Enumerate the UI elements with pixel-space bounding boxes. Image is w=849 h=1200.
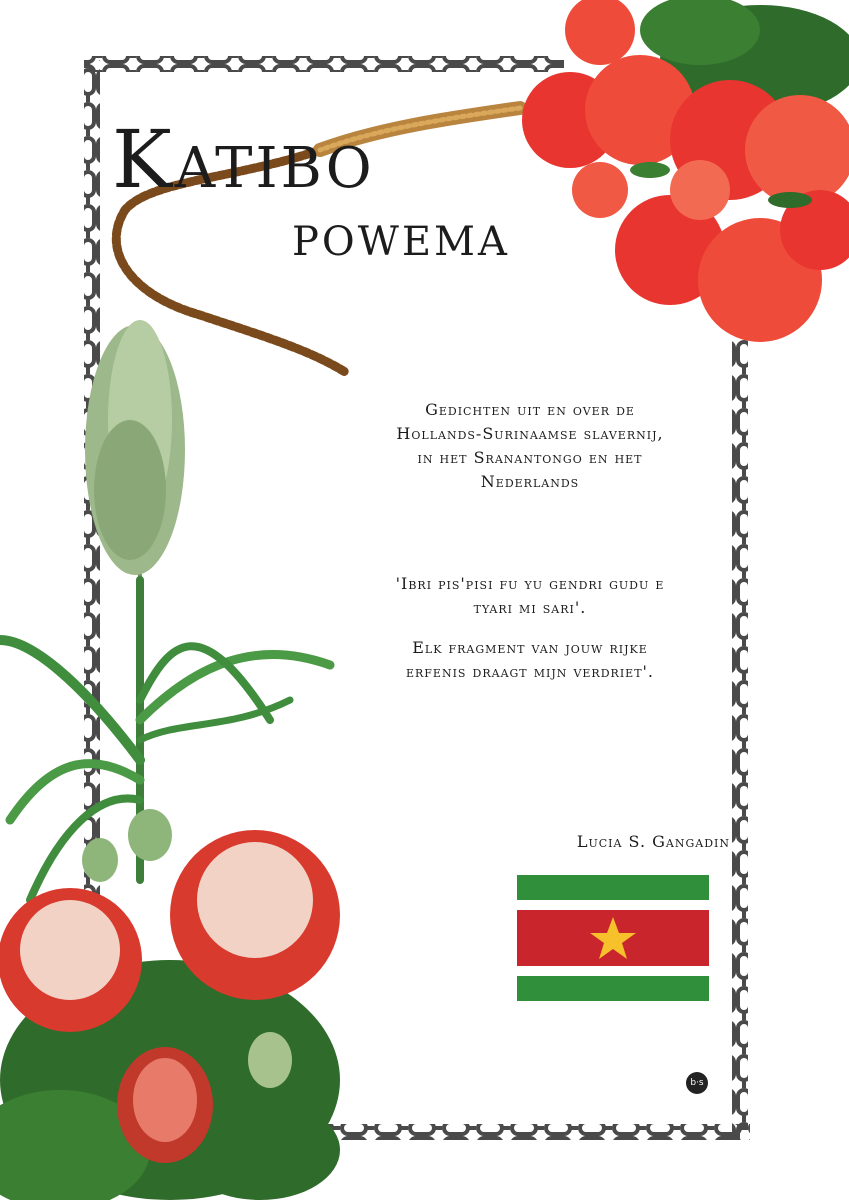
description-line: Hollands-Surinaamse slavernij,: [396, 424, 664, 443]
description-line: Nederlands: [480, 472, 580, 491]
quote-line: Elk fragment van jouw rijke: [412, 638, 648, 657]
suriname-flag-icon: [517, 875, 709, 1001]
publisher-logo-icon: b·s: [686, 1072, 708, 1094]
protea-flowers-illustration: [0, 809, 340, 1200]
author-name: Lucia S. Gangadin: [576, 832, 730, 851]
ixora-flowers-illustration: [522, 0, 849, 342]
book-description: [330, 398, 730, 494]
quote-line: tyari mi sari'.: [473, 598, 587, 617]
book-subtitle: POWEMA: [292, 219, 510, 265]
book-title: Katibo: [112, 113, 375, 206]
quote-line: erfenis draagt mijn verdriet'.: [405, 662, 655, 681]
description-line: Gedichten uit en over de: [425, 400, 635, 419]
chain-top: [84, 56, 564, 72]
quote-sranantongo: [330, 572, 730, 620]
chain-bottom: [300, 1124, 750, 1140]
quote-dutch: [330, 636, 730, 684]
description-line: in het Sranantongo en het: [417, 448, 643, 467]
chain-right: [732, 340, 748, 1140]
quote-line: 'Ibri pis'pisi fu yu gendri gudu e: [395, 574, 665, 593]
